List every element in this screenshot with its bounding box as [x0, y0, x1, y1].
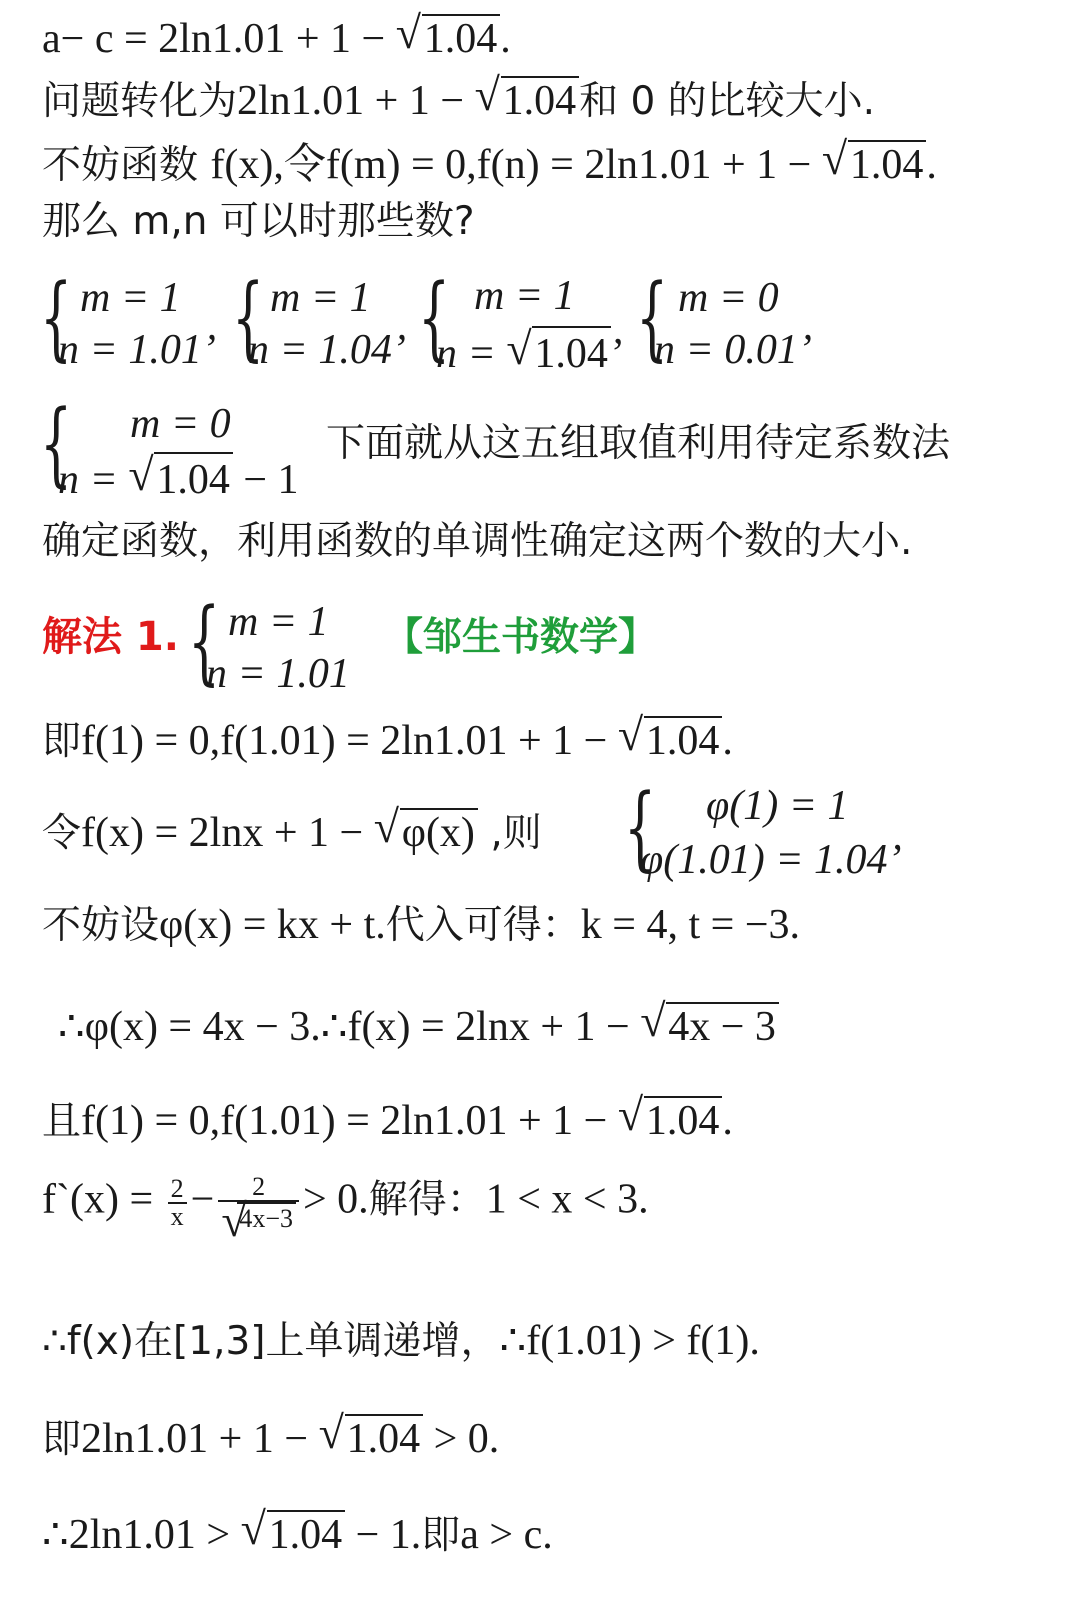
sqrt-radicand: 1.04 [848, 140, 927, 186]
line-1-text: a− c = 2ln1.01 + 1 − [42, 16, 396, 62]
line-8-cn: 令 [42, 811, 82, 856]
line-8-end: ,则 [477, 811, 542, 856]
system-3-n-post: ’ [610, 331, 625, 377]
system-5-m: m = 0 [130, 401, 231, 447]
line-15-end: a > c. [460, 1512, 553, 1558]
method-system-n: n = 1.01 [206, 651, 350, 697]
system-3-n [436, 326, 625, 378]
brand-watermark: 【邹生书数学】 [384, 615, 658, 660]
sqrt-radicand: 1.04 [154, 452, 233, 504]
line-6: 确定函数，利用函数的单调性确定这两个数的大小. [42, 519, 913, 564]
minus-sign: − [190, 1176, 215, 1223]
line-2-math: 2ln1.01 + 1 − [237, 78, 475, 124]
line-15-cn: 即 [421, 1513, 461, 1558]
system-2-m: m = 1 [270, 275, 371, 321]
line-11-cn: 且 [42, 1099, 82, 1144]
system-5-n-post: − 1 [232, 457, 299, 503]
brace-icon: { [418, 264, 451, 371]
system-2 [232, 264, 432, 373]
phi-system-1: φ(1) = 1 [706, 783, 849, 829]
sqrt-radicand: 1.04 [267, 1510, 346, 1556]
derivative-rhs: > 0. [303, 1176, 369, 1223]
line-15 [42, 1510, 553, 1556]
line-14 [42, 1414, 499, 1460]
line-1 [42, 14, 511, 60]
system-3-n-pre: n = [436, 331, 507, 377]
line-5-text: 下面就从这五组取值利用待定系数法 [326, 421, 951, 466]
sqrt-expr [618, 716, 723, 762]
line-11 [42, 1096, 733, 1142]
fraction-2-num: 2 [218, 1174, 299, 1202]
fraction-1-den: x [170, 1202, 184, 1231]
sqrt-radicand: 1.04 [644, 1096, 723, 1142]
brace-icon: { [232, 264, 265, 371]
line-10 [58, 1002, 779, 1048]
line-13 [42, 1320, 760, 1362]
sqrt-radicand: 1.04 [644, 716, 723, 762]
line-13-cn: ∴f(x)在[1,3]上单调递增， [42, 1319, 500, 1364]
line-11-end: . [722, 1098, 733, 1144]
system-2-n: n = 1.04’ [248, 327, 406, 373]
method-system [188, 588, 388, 697]
line-7 [42, 716, 733, 762]
line-14-math: 2ln1.01 + 1 − [81, 1416, 319, 1462]
brace-icon: { [636, 264, 669, 371]
line-14-cn: 即 [42, 1417, 82, 1462]
line-1-end: . [500, 16, 511, 62]
sqrt-expr [128, 452, 233, 504]
line-9-math2: k = 4, t = −3. [580, 902, 801, 948]
sqrt-expr [374, 808, 478, 854]
line-7-cn: 即 [42, 719, 82, 764]
line-3 [42, 140, 937, 186]
line-2-cn: 问题转化为 [42, 79, 238, 124]
brand-row [384, 616, 657, 658]
sqrt-expr [822, 140, 927, 186]
line-9-cn: 不妨设 [42, 903, 160, 948]
system-1-n: n = 1.01’ [58, 327, 216, 373]
line-3-end: . [926, 142, 937, 188]
line-14-end: > 0. [423, 1416, 500, 1462]
sqrt-expr [241, 1510, 346, 1556]
phi-system-2: φ(1.01) = 1.04’ [640, 837, 902, 883]
line-2-cn-end: 和 0 的比较大小. [579, 79, 876, 124]
brace-icon: { [40, 390, 73, 497]
line-12 [42, 1174, 649, 1232]
derivative-lhs: f`(x) = [42, 1176, 164, 1223]
sqrt-expr [618, 1096, 723, 1142]
line-9 [42, 904, 800, 946]
line-3-cn: 不妨函数 [42, 143, 211, 188]
sqrt-expr [396, 14, 501, 60]
sqrt-expr [506, 326, 611, 378]
line-7-math: f(1) = 0,f(1.01) = 2ln1.01 + 1 − [81, 718, 618, 764]
line-9-math: φ(x) = kx + t. [159, 902, 386, 948]
system-4-n: n = 0.01’ [654, 327, 812, 373]
fraction-2-den [218, 1202, 299, 1232]
line-8 [42, 808, 542, 854]
sqrt-radicand: φ(x) [400, 808, 478, 854]
brace-icon: { [188, 588, 221, 695]
sqrt-radicand: 1.04 [501, 76, 580, 122]
system-3 [418, 264, 648, 377]
sqrt-radicand: 4x−3 [237, 1202, 296, 1232]
fraction-1-num: 2 [168, 1176, 187, 1204]
line-15-mid: − 1. [345, 1512, 422, 1558]
system-4 [636, 264, 856, 373]
line-12-cn: 解得： [368, 1177, 486, 1223]
system-1 [40, 264, 240, 373]
line-3-math: f(x),令f(m) = 0,f(n) = 2ln1.01 + 1 − [210, 142, 822, 188]
line-12-end: 1 < x < 3. [485, 1176, 649, 1223]
system-5-n-pre: n = [58, 457, 129, 503]
line-9-cn2: 代入可得： [385, 903, 581, 948]
brace-icon: { [624, 774, 657, 881]
line-10-math: ∴φ(x) = 4x − 3.∴f(x) = 2lnx + 1 − [58, 1004, 641, 1050]
system-5-n [58, 452, 299, 504]
line-15-math: ∴2ln1.01 > [42, 1512, 241, 1558]
sqrt-radicand: 1.04 [422, 14, 501, 60]
line-7-end: . [722, 718, 733, 764]
line-8-math: f(x) = 2lnx + 1 − [81, 810, 374, 856]
line-2 [42, 76, 875, 122]
brace-icon: { [40, 264, 73, 371]
method-label-row [42, 616, 179, 658]
fraction-1 [168, 1176, 187, 1230]
system-3-m: m = 1 [474, 273, 575, 319]
sqrt-expr [221, 1202, 296, 1232]
fraction-2 [218, 1174, 299, 1232]
sqrt-expr [640, 1002, 779, 1048]
sqrt-radicand: 1.04 [345, 1414, 424, 1460]
system-5 [40, 390, 340, 503]
system-4-m: m = 0 [678, 275, 779, 321]
sqrt-radicand: 1.04 [532, 326, 611, 378]
sqrt-radicand: 4x − 3 [666, 1002, 779, 1048]
method-label: 解法 1. [42, 614, 179, 660]
line-4: 那么 m,n 可以时那些数? [42, 199, 475, 244]
line-13-math: ∴f(1.01) > f(1). [499, 1318, 760, 1364]
line-11-math: f(1) = 0,f(1.01) = 2ln1.01 + 1 − [81, 1098, 618, 1144]
sqrt-expr [319, 1414, 424, 1460]
sqrt-expr [475, 76, 580, 122]
system-1-m: m = 1 [80, 275, 181, 321]
method-system-m: m = 1 [228, 599, 329, 645]
phi-system [624, 774, 954, 883]
